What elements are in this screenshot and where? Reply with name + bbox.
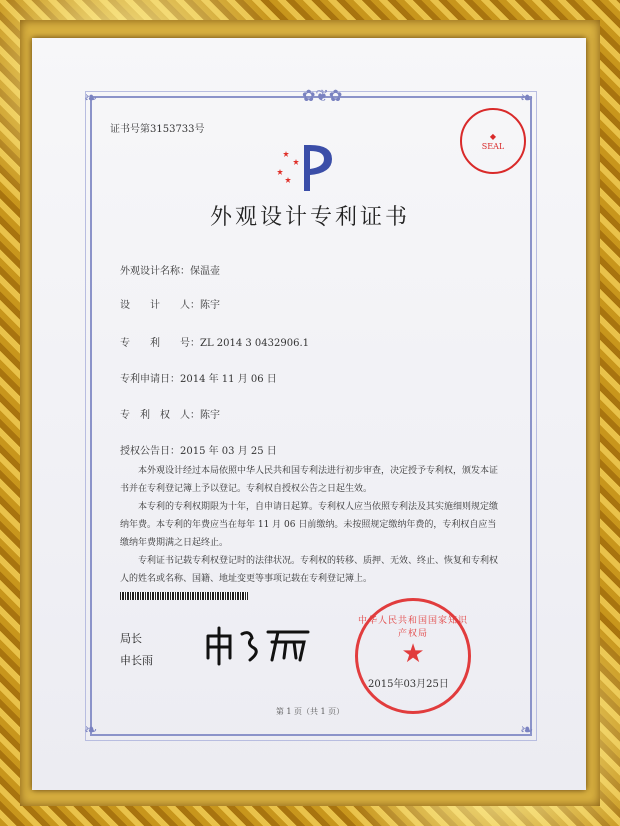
handwritten-signature bbox=[200, 618, 320, 668]
field-patentee: 专 利 权 人：陈宇 bbox=[120, 410, 220, 421]
corner-ornament-icon: ❧ bbox=[84, 720, 98, 739]
top-ornament-icon: ✿❦✿ bbox=[302, 86, 343, 105]
director-name: 申长雨 bbox=[120, 654, 153, 667]
seal-date: 2015年03月25日 bbox=[368, 679, 449, 690]
small-red-seal: ◆ SEAL bbox=[460, 108, 526, 174]
page-number: 第 1 页（共 1 页） bbox=[275, 707, 345, 716]
body-paragraph: 本专利的专利权期限为十年，自申请日起算。专利权人应当依照专利法及其实施细则规定缴纳年费。本专利的年费应当在每年 11 月 06 日前缴纳。未按照规定缴纳年费的，专利权自应当缴纳年费期满之日起终止。 bbox=[120, 502, 499, 548]
patent-office-logo-icon bbox=[270, 135, 350, 195]
corner-ornament-icon: ❧ bbox=[520, 88, 534, 107]
barcode bbox=[120, 592, 248, 600]
seal-ring-text: 中华人民共和国国家知识产权局 bbox=[358, 616, 469, 639]
body-paragraph: 本外观设计经过本局依照中华人民共和国专利法进行初步审查，决定授予专利权，颁发本证书并在专利登记簿上予以登记。专利权自授权公告之日起生效。 bbox=[120, 466, 499, 494]
corner-ornament-icon: ❧ bbox=[84, 88, 98, 107]
certificate-title: 外观设计专利证书 bbox=[209, 205, 410, 230]
field-patent-number: 专 利 号：ZL 2014 3 0432906.1 bbox=[120, 338, 310, 349]
certificate-body-text bbox=[120, 462, 500, 588]
field-grant-date: 授权公告日：2015 年 03 月 25 日 bbox=[120, 446, 277, 457]
field-design-name: 外观设计名称：保温壶 bbox=[120, 266, 220, 277]
director-title: 局长 bbox=[120, 632, 142, 645]
body-paragraph: 专利证书记载专利权登记时的法律状况。专利权的转移、质押、无效、终止、恢复和专利权人的姓名或名称、国籍、地址变更等事项记载在专利登记簿上。 bbox=[120, 556, 499, 584]
field-designer: 设 计 人：陈宇 bbox=[120, 300, 220, 311]
field-application-date: 专利申请日：2014 年 11 月 06 日 bbox=[120, 374, 277, 385]
corner-ornament-icon: ❧ bbox=[520, 720, 534, 739]
certificate-number: 证书号第3153733号 bbox=[110, 124, 205, 135]
seal-emblem-icon: ★ bbox=[401, 639, 425, 669]
official-red-seal bbox=[355, 598, 471, 714]
